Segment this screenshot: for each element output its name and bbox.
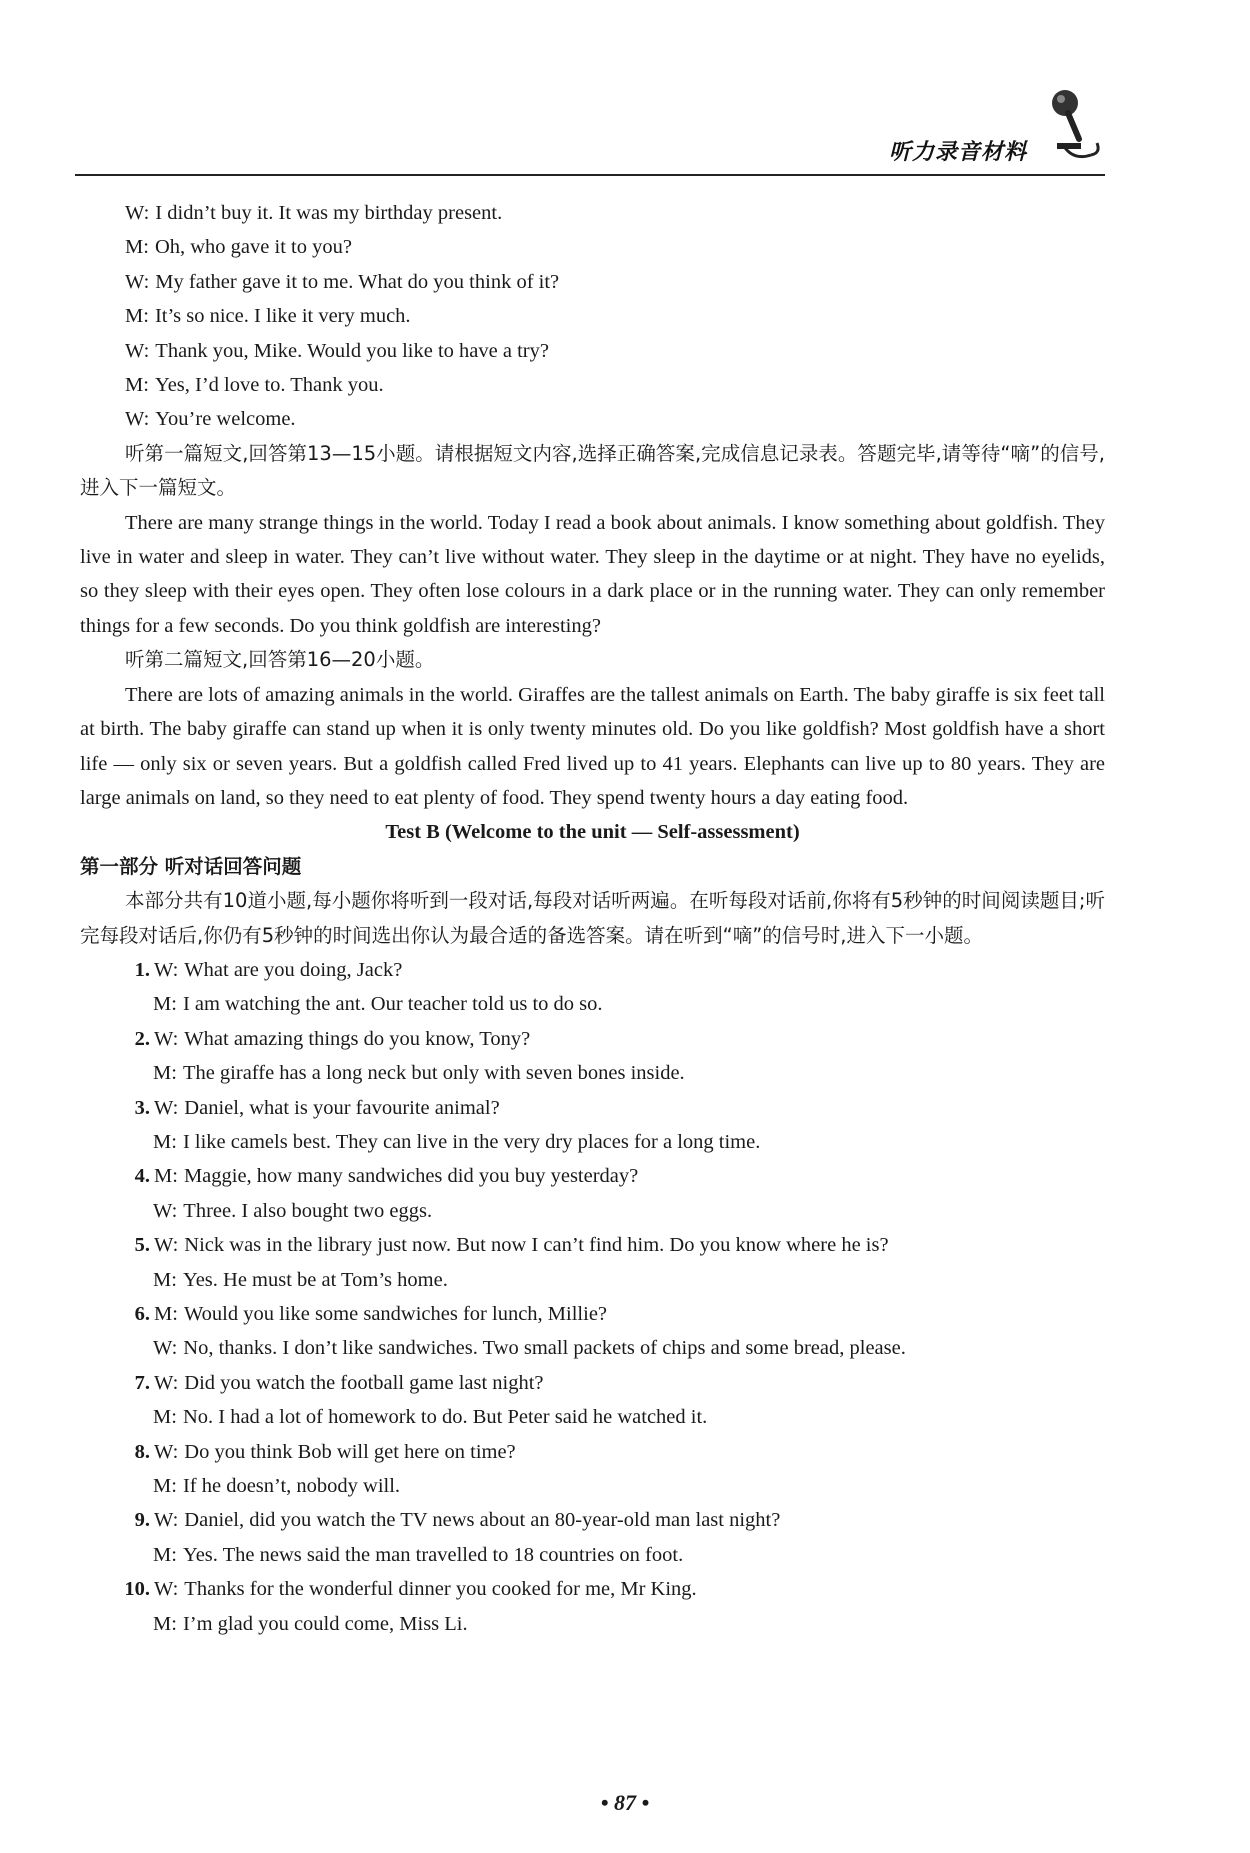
dialogue-line [80, 299, 1105, 333]
question-line-b [80, 1331, 1105, 1365]
dialogue-text: No, thanks. I don’t like sandwiches. Two small packets of chips and some bread, please. [183, 1337, 906, 1360]
dialogue-text: It’s so nice. I like it very much. [154, 305, 411, 328]
microphone-icon [1035, 85, 1105, 165]
dialogue-text: Maggie, how many sandwiches did you buy yesterday? [183, 1165, 639, 1188]
speaker-label: W: [154, 1027, 179, 1050]
dialogue-text: Do you think Bob will get here on time? [184, 1440, 516, 1463]
speaker-label: M: [153, 1543, 177, 1566]
dialogue-text: No. I had a lot of homework to do. But Peter said he watched it. [182, 1406, 708, 1429]
dialogue-text: You’re welcome. [155, 408, 296, 431]
speaker-label: M: [153, 1268, 177, 1291]
passage1-instruction: 听第一篇短文,回答第13—15小题。请根据短文内容,选择正确答案,完成信息记录表。答题完毕,请等待“嘀”的信号,进入下一篇短文。 [80, 441, 1105, 500]
question-item [80, 1159, 1105, 1228]
question-line-b [80, 1469, 1105, 1503]
question-number: 8. [134, 1440, 150, 1463]
speaker-label: M: [153, 1612, 177, 1635]
question-line-a [80, 1572, 1105, 1606]
dialogue-text: If he doesn’t, nobody will. [182, 1475, 401, 1498]
question-line-a [80, 1091, 1105, 1125]
part1-heading: 第一部分 听对话回答问题 [80, 854, 302, 878]
part1-instruction: 本部分共有10道小题,每小题你将听到一段对话,每段对话听两遍。在听每段对话前,你将有5秒钟的时间阅读题目;听完每段对话后,你仍有5秒钟的时间选出你认为最合适的备选答案。请在听到“嘀”的信号时,进入下一小题。 [80, 889, 1105, 947]
dialogue-text: I didn’t buy it. It was my birthday present. [155, 202, 503, 224]
speaker-label: W: [154, 1234, 179, 1257]
speaker-label: W: [154, 1509, 179, 1532]
speaker-label: W: [154, 1578, 179, 1601]
dialogue-line [80, 230, 1105, 264]
dialogue-text: Thanks for the wonderful dinner you cooked for me, Mr King. [184, 1578, 697, 1601]
question-line-a [80, 1022, 1105, 1056]
speaker-label: W: [154, 1371, 179, 1394]
speaker-label: M: [153, 1406, 177, 1429]
dialogue-line [80, 368, 1105, 402]
question-number: 2. [134, 1027, 150, 1050]
question-item [80, 1572, 1105, 1641]
passage2-text: There are lots of amazing animals in the world. Giraffes are the tallest animals on Earth. The baby giraffe is six feet tall at birth. The baby giraffe can stand up when it is only twenty minutes old. Do you like goldfish? Most goldfish have a short life — only six or seven years. But a goldfish called Fred lived up to 41 years. Elephants can live up to 80 years. They are large animals on land, so they need to eat plenty of food. They spend twenty hours a day eating food. [80, 683, 1105, 809]
question-item [80, 1366, 1105, 1435]
dialogue-text: I’m glad you could come, Miss Li. [182, 1612, 468, 1635]
dialogue-text: What amazing things do you know, Tony? [184, 1027, 531, 1050]
header-title: 听力录音材料 [888, 140, 1027, 165]
page-number: • 87 • [600, 1790, 650, 1815]
question-number: 1. [134, 958, 150, 981]
dialogue-text: What are you doing, Jack? [184, 958, 403, 981]
speaker-label: W: [125, 202, 150, 224]
speaker-label: M: [154, 1303, 178, 1325]
speaker-label: M: [125, 236, 149, 259]
question-item [80, 1503, 1105, 1572]
dialogue-line [80, 334, 1105, 368]
question-line-b [80, 987, 1105, 1021]
question-line-a [80, 1435, 1105, 1469]
dialogue-text: Thank you, Mike. Would you like to have a try? [155, 339, 549, 362]
dialogue-text: Oh, who gave it to you? [154, 236, 352, 259]
question-item [80, 1091, 1105, 1160]
speaker-label: W: [153, 1337, 178, 1360]
question-line-a [80, 953, 1105, 987]
question-item [80, 1022, 1105, 1091]
passage1-text: There are many strange things in the world. Today I read a book about animals. I know something about goldfish. They live in water and sleep in water. They can’t live without water. They sleep in the daytime or at night. They have no eyelids, so they sleep with their eyes open. They often lose colours in a dark place or in the running water. They can only remember things for a few seconds. Do you think goldfish are interesting? [80, 511, 1105, 637]
speaker-label: W: [125, 270, 150, 293]
dialogue-text: The giraffe has a long neck but only with seven bones inside. [182, 1062, 685, 1085]
question-number: 6. [134, 1303, 150, 1325]
page-content [80, 196, 1105, 1641]
dialogue-text: Yes. The news said the man travelled to 18 countries on foot. [182, 1543, 684, 1566]
dialogue-text: I like camels best. They can live in the very dry places for a long time. [182, 1130, 761, 1153]
header-rule [75, 174, 1105, 176]
question-line-a [80, 1159, 1105, 1193]
question-item [80, 1435, 1105, 1504]
question-number: 10. [124, 1578, 150, 1601]
dialogue-text: Yes. He must be at Tom’s home. [182, 1268, 448, 1291]
dialogue-text: Would you like some sandwiches for lunch, Millie? [183, 1303, 608, 1325]
question-number: 5. [134, 1234, 150, 1257]
page-header [75, 85, 1105, 177]
speaker-label: M: [153, 1062, 177, 1085]
dialogue-top [80, 196, 1105, 437]
question-item [80, 953, 1105, 1022]
speaker-label: M: [125, 374, 149, 397]
speaker-label: M: [153, 1475, 177, 1498]
test-b-title: Test B (Welcome to the unit — Self-assessment) [385, 821, 800, 844]
question-item [80, 1228, 1105, 1297]
speaker-label: W: [154, 958, 179, 981]
question-number: 7. [134, 1371, 150, 1394]
speaker-label: W: [125, 339, 150, 362]
question-line-b [80, 1263, 1105, 1297]
dialogue-line [80, 402, 1105, 436]
question-number: 3. [134, 1096, 150, 1119]
dialogue-text: Yes, I’d love to. Thank you. [154, 374, 384, 397]
question-number: 4. [134, 1165, 150, 1188]
question-line-a [80, 1297, 1105, 1331]
question-line-b [80, 1607, 1105, 1641]
speaker-label: M: [154, 1165, 178, 1188]
question-line-b [80, 1194, 1105, 1228]
speaker-label: W: [153, 1199, 178, 1222]
dialogue-text: Daniel, what is your favourite animal? [184, 1096, 500, 1119]
speaker-label: M: [153, 993, 177, 1016]
speaker-label: W: [154, 1440, 179, 1463]
question-line-a [80, 1228, 1105, 1262]
dialogue-text: My father gave it to me. What do you think of it? [155, 270, 560, 293]
question-number: 9. [134, 1509, 150, 1532]
speaker-label: M: [153, 1130, 177, 1153]
speaker-label: W: [125, 408, 150, 431]
dialogue-text: Nick was in the library just now. But now I can’t find him. Do you know where he is? [184, 1234, 889, 1257]
question-line-b [80, 1125, 1105, 1159]
speaker-label: W: [154, 1096, 179, 1119]
question-line-a [80, 1366, 1105, 1400]
dialogue-line [80, 265, 1105, 299]
speaker-label: M: [125, 305, 149, 328]
question-line-a [80, 1503, 1105, 1537]
question-line-b [80, 1538, 1105, 1572]
passage2-instruction: 听第二篇短文,回答第16—20小题。 [125, 648, 435, 672]
question-item [80, 1297, 1105, 1366]
question-list [80, 953, 1105, 1641]
dialogue-text: Three. I also bought two eggs. [183, 1199, 433, 1222]
dialogue-text: Daniel, did you watch the TV news about an 80-year-old man last night? [184, 1509, 781, 1532]
dialogue-line [80, 196, 1105, 230]
question-line-b [80, 1400, 1105, 1434]
dialogue-text: Did you watch the football game last night? [184, 1371, 544, 1394]
dialogue-text: I am watching the ant. Our teacher told us to do so. [182, 993, 603, 1016]
question-line-b [80, 1056, 1105, 1090]
